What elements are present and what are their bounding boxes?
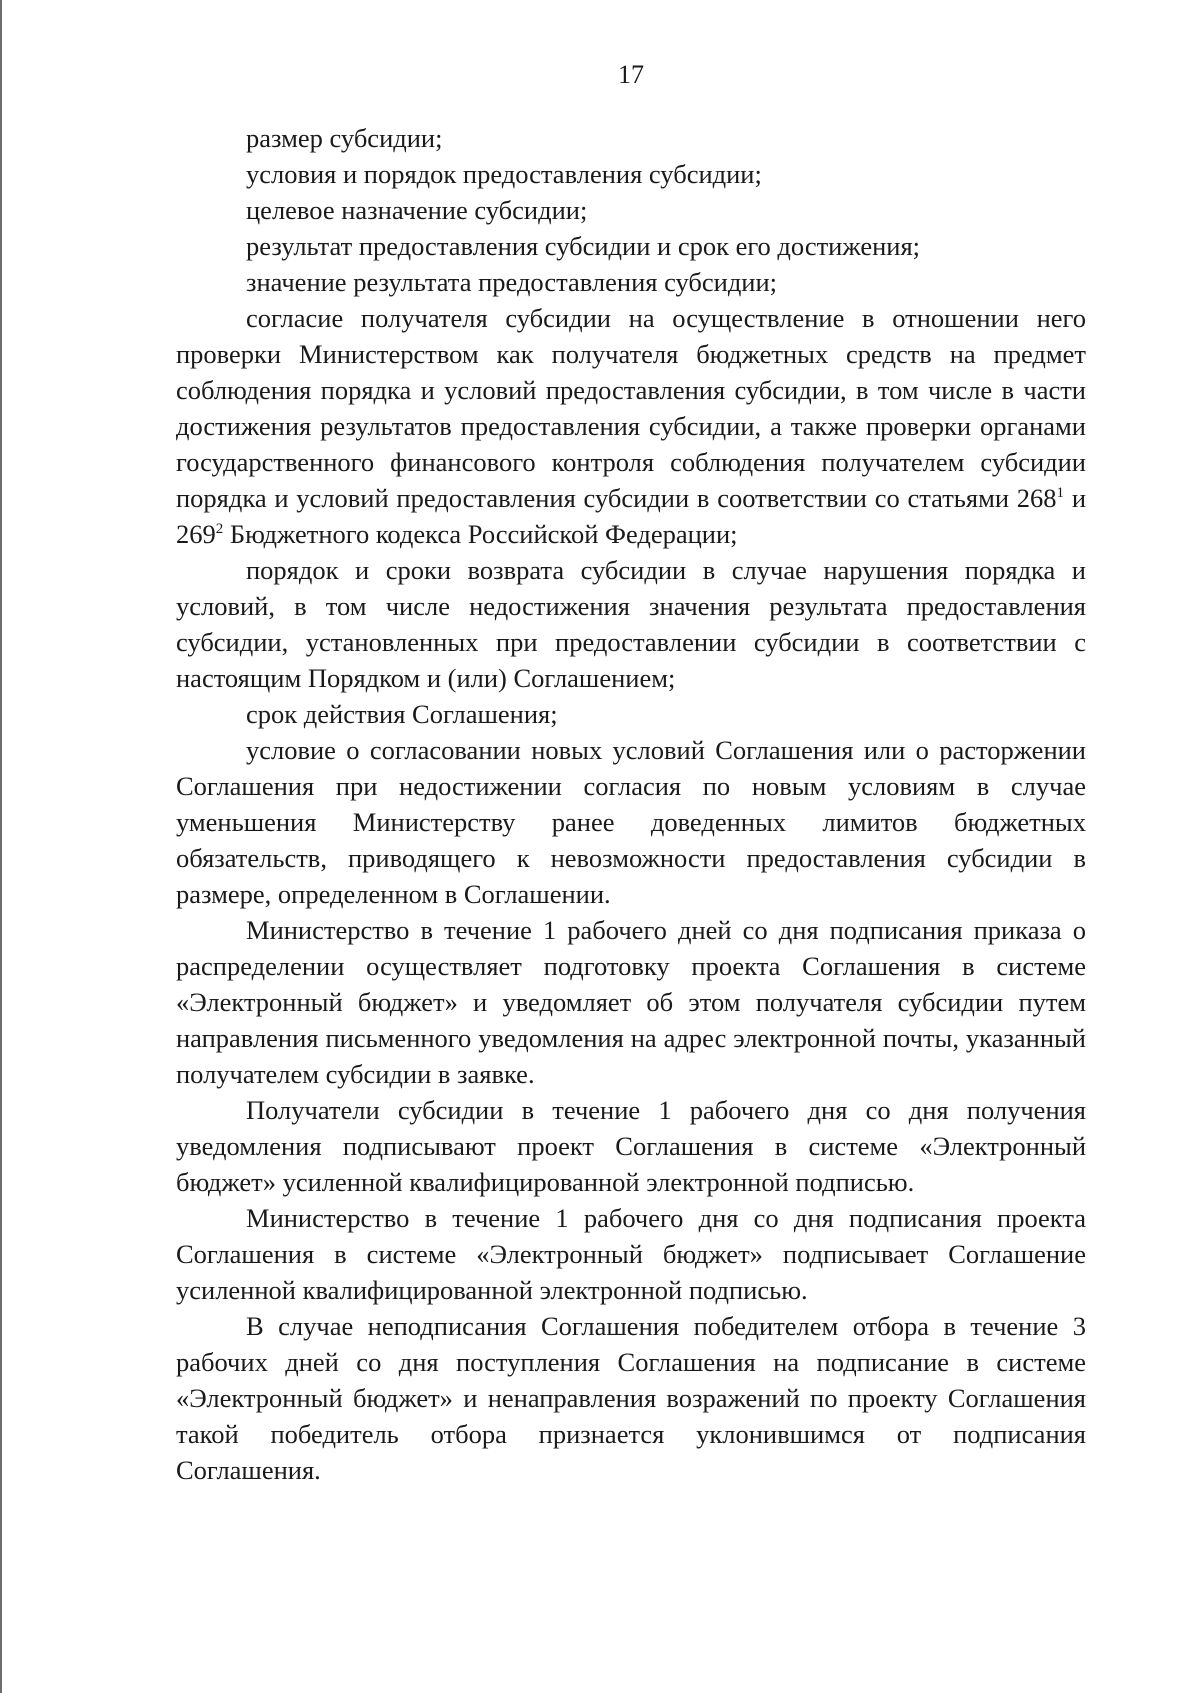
paragraph-refund-procedure: порядок и сроки возврата субсидии в случае нарушения порядка и условий, в том числе недостижения значения результата предоставления субсидии, установленных при предоставлении субсидии в соответствии с настоящим Порядком и (или) Соглашением; xyxy=(176,555,1086,693)
superscript-2: 2 xyxy=(215,521,224,538)
consent-text-mid: и 269 xyxy=(176,483,1086,549)
paragraph-subsidy-amount: размер субсидии; xyxy=(246,123,443,153)
paragraph-ministry-sign: Министерство в течение 1 рабочего дня со дня подписания проекта Соглашения в системе «Электронный бюджет» подписывает Соглашение усиленной квалифицированной электронной подписью. xyxy=(176,1203,1086,1305)
paragraph-recipients-sign: Получатели субсидии в течение 1 рабочего дня со дня получения уведомления подписывают проект Соглашения в системе «Электронный бюджет» усиленной квалифицированной электронной подписью. xyxy=(176,1095,1086,1197)
page-number: 17 xyxy=(618,60,644,89)
paragraph-agreement-term: срок действия Соглашения; xyxy=(246,699,558,729)
document-body xyxy=(176,120,1086,1488)
superscript-1: 1 xyxy=(1056,485,1065,502)
paragraph-purpose: целевое назначение субсидии; xyxy=(246,195,588,225)
paragraph-new-conditions: условие о согласовании новых условий Соглашения или о расторжении Соглашения при недостижении согласия по новым условиям в случае уменьшения Министерству ранее доведенных лимитов бюджетных обязательств, приводящего к невозможности предоставления субсидии в размере, определенном в Соглашении. xyxy=(176,735,1086,909)
consent-text-start: согласие получателя субсидии на осуществление в отношении него проверки Министерством как получателя бюджетных средств на предмет соблюдения порядка и условий предоставления субсидии, в том числе в части достижения результатов предоставления субсидии, а также проверки органами государственного финансового контроля соблюдения получателем субсидии порядка и условий предоставления субсидии в соответствии со статьями 268 xyxy=(176,303,1086,513)
paragraph-result-deadline: результат предоставления субсидии и срок его достижения; xyxy=(246,231,920,261)
paragraph-consent-inspection xyxy=(176,300,1086,552)
consent-text-end: Бюджетного кодекса Российской Федерации; xyxy=(223,519,738,549)
paragraph-non-signing: В случае неподписания Соглашения победителем отбора в течение 3 рабочих дней со дня поступления Соглашения на подписание в системе «Электронный бюджет» и ненаправления возражений по проекту Соглашения такой победитель отбора признается уклонившимся от подписания Соглашения. xyxy=(176,1311,1086,1485)
paragraph-conditions: условия и порядок предоставления субсидии; xyxy=(246,159,762,189)
paragraph-ministry-preparation: Министерство в течение 1 рабочего дней со дня подписания приказа о распределении осуществляет подготовку проекта Соглашения в системе «Электронный бюджет» и уведомляет об этом получателя субсидии путем направления письменного уведомления на адрес электронной почты, указанный получателем субсидии в заявке. xyxy=(176,915,1086,1089)
paragraph-result-value: значение результата предоставления субсидии; xyxy=(246,267,778,297)
